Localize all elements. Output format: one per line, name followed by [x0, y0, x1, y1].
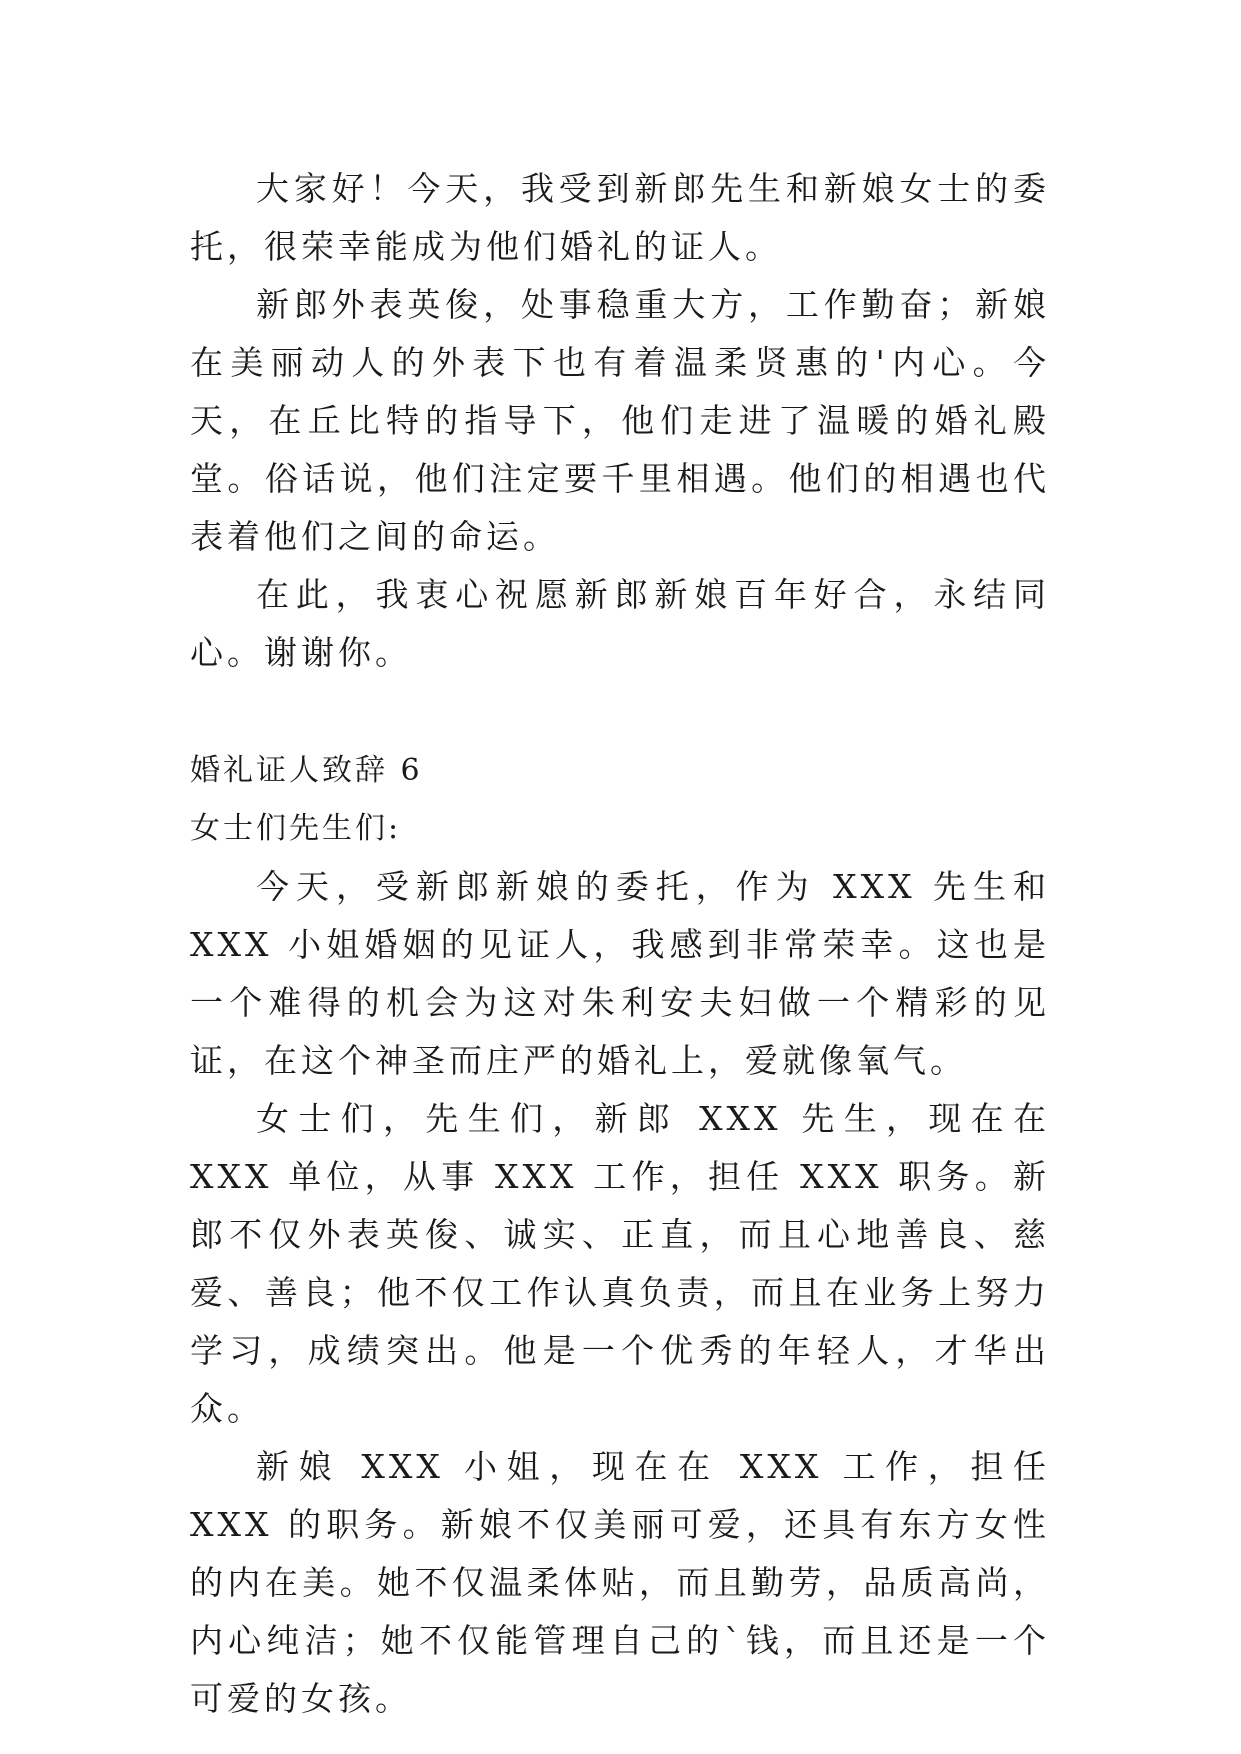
- paragraph: 在此，我衷心祝愿新郎新娘百年好合，永结同心。谢谢你。: [190, 575, 1050, 672]
- salutation: 女士们先生们:: [190, 811, 402, 846]
- section-spacer: [190, 682, 1050, 742]
- paragraph: 新娘 XXX 小姐，现在在 XXX 工作，担任 XXX 的职务。新娘不仅美丽可爱，还具有东方女性的内在美。她不仅温柔体贴，而且勤劳，品质高尚，内心纯洁；她不仅能管理自己的`钱，而且还是一个可爱的女孩。: [190, 1447, 1050, 1718]
- paragraph: 大家好！今天，我受到新郎先生和新娘女士的委托，很荣幸能成为他们婚礼的证人。: [190, 169, 1050, 266]
- paragraph: 今天，受新郎新娘的委托，作为 XXX 先生和 XXX 小姐婚姻的见证人，我感到非常荣幸。这也是一个难得的机会为这对朱利安夫妇做一个精彩的见证，在这个神圣而庄严的婚礼上，爱就像氧气。: [190, 867, 1050, 1080]
- paragraph: 女士们，先生们，新郎 XXX 先生，现在在 XXX 单位，从事 XXX 工作，担任 XXX 职务。新郎不仅外表英俊、诚实、正直，而且心地善良、慈爱、善良；他不仅工作认真负责，而且在业务上努力学习，成绩突出。他是一个优秀的年轻人，才华出众。: [190, 1099, 1050, 1428]
- paragraph: 新郎外表英俊，处事稳重大方，工作勤奋；新娘在美丽动人的外表下也有着温柔贤惠的'内心。今天，在丘比特的指导下，他们走进了温暖的婚礼殿堂。俗话说，他们注定要千里相遇。他们的相遇也代表着他们之间的命运。: [190, 285, 1050, 556]
- document-body: [190, 160, 1050, 1728]
- section-heading: 婚礼证人致辞 6: [190, 753, 423, 788]
